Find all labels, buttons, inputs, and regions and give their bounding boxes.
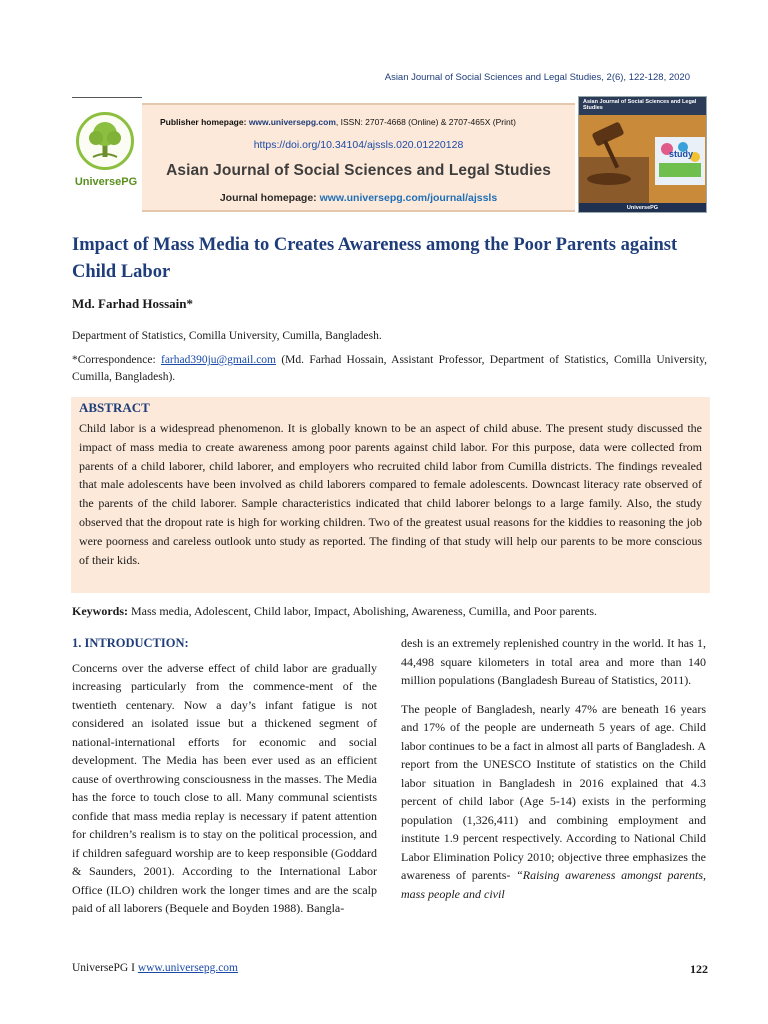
journal-homepage-label: Journal homepage: bbox=[219, 192, 317, 204]
header-rule bbox=[72, 97, 142, 98]
publisher-homepage-label: Publisher homepage: bbox=[160, 117, 247, 127]
correspondence-label: *Correspondence: bbox=[72, 354, 156, 366]
page-number: 122 bbox=[690, 962, 708, 976]
author-affiliation: Department of Statistics, Comilla University, Cumilla, Bangladesh. bbox=[72, 330, 382, 342]
abstract-section bbox=[71, 397, 710, 593]
journal-name: Asian Journal of Social Sciences and Legal Studies bbox=[166, 162, 551, 179]
footer-brand-name: UniversePG bbox=[72, 962, 129, 974]
publisher-homepage-link[interactable]: www.universepg.com bbox=[248, 117, 336, 127]
body-paragraph: desh is an extremely replenished country in the world. It has 1, 44,498 square kilometers in total area and more than 140 million populations (Bangladesh Bureau of Statistics, 2011). bbox=[401, 636, 706, 687]
journal-cover-image bbox=[578, 96, 707, 213]
keywords-text: Mass media, Adolescent, Child labor, Impact, Abolishing, Awareness, Cumilla, and Poor parents. bbox=[131, 604, 598, 618]
keywords-label: Keywords: bbox=[72, 604, 128, 618]
tree-logo-icon bbox=[79, 115, 131, 167]
cover-footer: UniversePG bbox=[626, 205, 659, 211]
correspondence-email-link[interactable]: farhad390ju@gmail.com bbox=[160, 354, 277, 366]
footer-website-link[interactable]: www.universepg.com bbox=[137, 962, 238, 974]
paper-title: Impact of Mass Media to Creates Awareness among the Poor Parents against Child Labor bbox=[72, 235, 678, 282]
journal-homepage-line bbox=[142, 192, 575, 204]
correspondence bbox=[72, 352, 707, 386]
body-paragraph-text: The people of Bangladesh, nearly 47% are beneath 16 years and 17% of the people are underneath 5 years of age. Child labor continues to be a fact in almost all parts of Bangladesh. A report from the UNESCO Institute of statistics on the Child labor situation in Bangladesh in 2016 explained that 4.3 percent of child labor (Age 5-14) exists in the performing population (1,326,411) and combining employment and institute 1.9 percent respectively. According to National Child Labor Elimination Policy 2010; objective three emphasizes the awareness of parents- bbox=[401, 701, 706, 882]
cover-title: Asian Journal of Social Sciences and Legal Studies bbox=[583, 99, 697, 112]
journal-homepage-link[interactable]: www.universepg.com/journal/ajssls bbox=[319, 192, 498, 204]
footer-separator: I bbox=[131, 962, 135, 974]
running-head: Asian Journal of Social Sciences and Legal Studies, 2(6), 122-128, 2020 bbox=[384, 72, 690, 83]
body-paragraph: Concerns over the adverse effect of child labor are gradually increasing particularly from the commence-ment of the twentieth centenary. Now a day’s infant fatigue is not considered an isolated issue but a thickened segment of national-international efforts for economic and social development. The Media has been ever used as an efficient cause of overthrowing consciousness in the masses. The Media has the force to touch close to all. Many communal scientists confide that mass media replay is necessary if patent attention for children’s realism is to stay on the political procession, and if children safeguard worship are to keep responsible (Goddard & Saunders, 2001). According to the International Labor Office (ILO) children work the longer times and are the scalp paid of all laborers (Bequele and Boyden 1988). Bangla- bbox=[72, 660, 377, 915]
doi-link[interactable]: https://doi.org/10.34104/ajssls.020.01220128 bbox=[253, 139, 464, 151]
section-heading-introduction: 1. INTRODUCTION: bbox=[72, 636, 189, 650]
logo-label: UniversePG bbox=[74, 176, 138, 188]
issn-text: , ISSN: 2707-4668 (Online) & 2707-465X (Print) bbox=[335, 117, 516, 127]
footer-brand bbox=[72, 962, 238, 974]
body-paragraph bbox=[401, 700, 706, 904]
correspondence-details: (Md. Farhad Hossain, Assistant Professor, Department of Statistics, Comilla University, Cumilla, Bangladesh). bbox=[72, 354, 708, 383]
publisher-logo bbox=[70, 110, 142, 198]
abstract-heading: ABSTRACT bbox=[79, 400, 150, 415]
body-column-right bbox=[401, 634, 706, 903]
policy-quote: “Raising awareness amongst parents, mass people and civil bbox=[401, 868, 707, 901]
publisher-homepage-line bbox=[160, 117, 516, 127]
cover-word: study bbox=[669, 149, 694, 159]
keywords bbox=[72, 604, 708, 619]
abstract-text: Child labor is a widespread phenomenon. It is globally known to be an aspect of child abuse. The present study discussed the impact of mass media to create awareness among poor parents against child labor. For this purpose, data were collected from parents of a child laborer, child laborer, and employers who recruited child labor from Cumilla districts. The findings revealed that male adolescents have been involved as child laborers compared to female adolescents. Downcast literacy rate observed of the parents of the child laborer. Sample characteristics indicated that child laborer belongs to a large family. Also, the study observed that the dropout rate is high for working children. Two of the greatest usual reasons for the kiddies to reasoning the job were poorness and careless outlook unto study as reported. The finding of that study will help our parents to be more conscious of their kids. bbox=[79, 421, 702, 567]
logo-circle bbox=[76, 112, 134, 170]
publisher-info-box bbox=[142, 103, 575, 212]
author-name: Md. Farhad Hossain* bbox=[72, 296, 193, 311]
body-column-left bbox=[72, 634, 377, 918]
